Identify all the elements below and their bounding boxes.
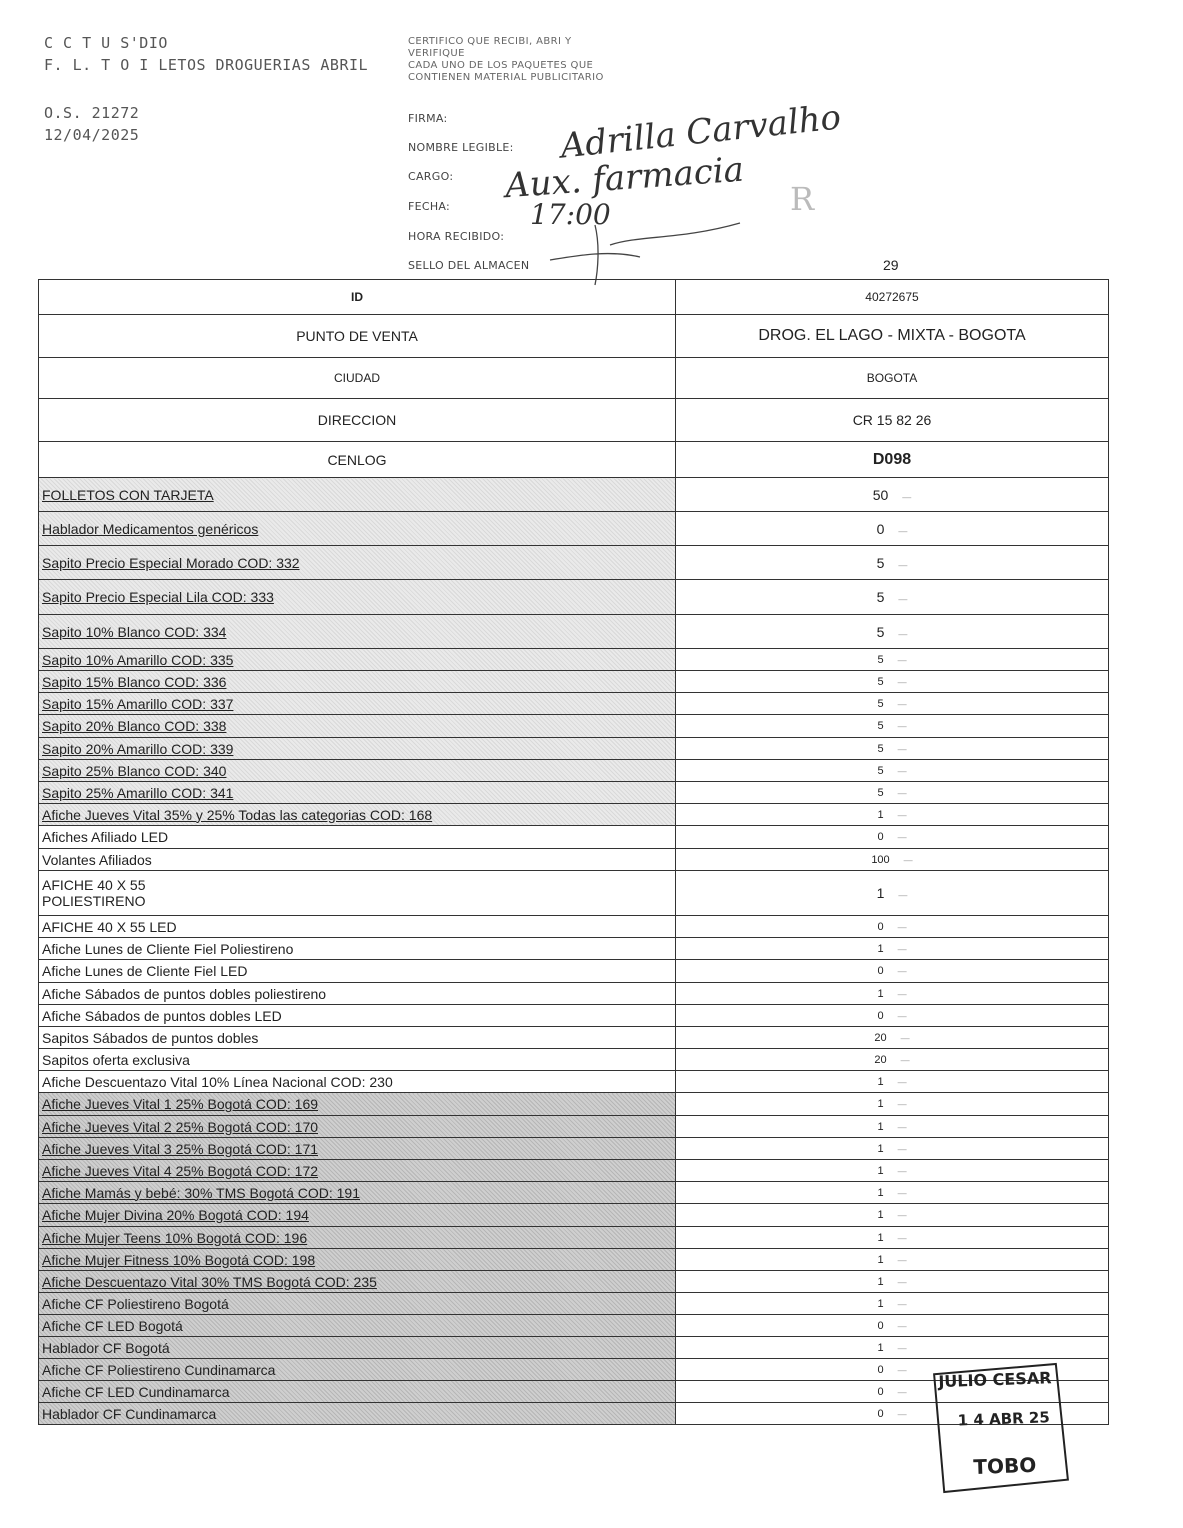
item-label-text: FOLLETOS CON TARJETA (42, 486, 214, 503)
info-value: D098 (676, 442, 1109, 478)
item-row (39, 960, 1109, 983)
item-qty-value: 5 (877, 786, 884, 799)
item-label (39, 671, 676, 693)
item-row (39, 1160, 1109, 1182)
firma-label: FIRMA: (408, 112, 448, 125)
item-qty-value: 0 (876, 520, 885, 537)
item-label (39, 478, 676, 512)
item-row (39, 849, 1109, 871)
item-qty-value: 1 (877, 1341, 884, 1354)
info-label: DIRECCION (39, 399, 676, 442)
page-count: 29 (883, 257, 899, 273)
check-mark-icon: — (897, 1298, 907, 1309)
item-label-text: AFICHE 40 X 55 LED (42, 918, 177, 935)
item-label (39, 1027, 676, 1049)
item-row (39, 1227, 1109, 1249)
item-qty (676, 580, 1109, 615)
item-label (39, 546, 676, 580)
check-mark-icon: — (897, 1210, 907, 1220)
check-mark-icon: — (897, 832, 907, 842)
item-qty-value: 0 (877, 1009, 884, 1022)
check-mark-icon: — (897, 1187, 907, 1198)
item-row (39, 1027, 1109, 1049)
item-label-text: AFICHE 40 X 55 (42, 877, 146, 893)
info-label: CENLOG (39, 442, 676, 478)
check-mark-icon: — (897, 787, 907, 798)
item-row (39, 1005, 1109, 1027)
item-label (39, 983, 676, 1005)
check-mark-icon: — (898, 594, 908, 604)
item-qty-value: 0 (877, 920, 884, 933)
item-qty-value: 0 (877, 1363, 884, 1376)
item-label (39, 1403, 676, 1425)
fecha-label: FECHA: (408, 200, 451, 213)
item-qty (676, 1027, 1109, 1049)
item-label-text: Afiche Lunes de Cliente Fiel Poliestireno (42, 940, 294, 957)
item-label-text: Afiche Mujer Fitness 10% Bogotá COD: 198 (42, 1251, 316, 1268)
item-label (39, 1049, 676, 1071)
item-label (39, 649, 676, 671)
item-label-text: Sapito 15% Blanco COD: 336 (42, 673, 227, 690)
item-qty-value: 100 (871, 853, 890, 866)
stamp-place: TOBO (972, 1452, 1037, 1479)
check-mark-icon: — (897, 1276, 907, 1287)
check-mark-icon: — (897, 1010, 907, 1021)
item-row (39, 826, 1109, 849)
item-label (39, 1293, 676, 1315)
item-label-text: Afiche Jueves Vital 1 25% Bogotá COD: 169 (42, 1096, 319, 1112)
item-qty-value: 5 (876, 623, 885, 640)
item-row (39, 760, 1109, 782)
item-label (39, 916, 676, 938)
item-qty-value: 0 (877, 1385, 884, 1398)
item-qty-value: 1 (877, 808, 884, 821)
item-qty-value: 5 (876, 589, 885, 605)
item-label-text: Afiche Descuentazo Vital 10% Línea Nacional COD: 230 (42, 1073, 393, 1090)
item-qty-value: 5 (877, 675, 884, 688)
item-label (39, 615, 676, 649)
item-row (39, 649, 1109, 671)
item-label-text-2: POLIESTIRENO (42, 893, 146, 909)
check-mark-icon: — (897, 676, 907, 687)
item-label (39, 782, 676, 804)
item-row (39, 478, 1109, 512)
info-label: PUNTO DE VENTA (39, 315, 676, 358)
item-label-text: Hablador CF Cundinamarca (42, 1405, 217, 1422)
document-title: F. L. T O I LETOS DROGUERIAS ABRIL (44, 56, 369, 74)
item-row (39, 1116, 1109, 1138)
check-mark-icon: — (898, 525, 908, 536)
item-label (39, 1138, 676, 1160)
item-label-text: Sapitos Sábados de puntos dobles (42, 1029, 259, 1046)
item-qty (676, 1315, 1109, 1337)
item-label-text: Hablador CF Bogotá (42, 1339, 170, 1356)
item-qty (676, 615, 1109, 649)
item-qty (676, 1049, 1109, 1071)
item-label-text: Hablador Medicamentos genéricos (42, 520, 259, 537)
check-mark-icon: — (897, 1232, 907, 1243)
item-label-text: Sapito 25% Blanco COD: 340 (42, 762, 227, 779)
item-qty-value: 5 (877, 764, 884, 777)
item-qty-value: 1 (877, 1275, 884, 1288)
item-qty-value: 1 (877, 1142, 884, 1155)
item-row (39, 738, 1109, 760)
item-qty-value: 1 (877, 1098, 884, 1110)
item-qty-value: 1 (877, 1075, 884, 1088)
item-label (39, 1160, 676, 1182)
check-mark-icon: — (898, 890, 908, 900)
cert-line-3: CADA UNO DE LOS PAQUETES QUE (408, 60, 594, 71)
item-qty-value: 50 (872, 486, 889, 503)
item-label-text: Afiche CF Poliestireno Bogotá (42, 1295, 229, 1312)
item-row (39, 1093, 1109, 1116)
signature-cargo: Aux. farmacia (503, 149, 746, 207)
item-qty (676, 1293, 1109, 1315)
item-row (39, 782, 1109, 804)
item-label (39, 960, 676, 983)
certification-text (408, 36, 604, 84)
item-qty (676, 1271, 1109, 1293)
check-mark-icon: — (898, 559, 908, 570)
check-mark-icon: — (897, 1099, 907, 1109)
item-row (39, 983, 1109, 1005)
item-label (39, 1271, 676, 1293)
item-row (39, 1293, 1109, 1315)
item-qty (676, 1337, 1109, 1359)
item-qty (676, 782, 1109, 804)
check-mark-icon: — (897, 1408, 907, 1419)
item-row (39, 1049, 1109, 1071)
info-value: BOGOTA (676, 358, 1109, 399)
info-value: 40272675 (676, 280, 1109, 315)
item-qty (676, 826, 1109, 849)
item-qty (676, 512, 1109, 546)
item-label-text: Afiche Jueves Vital 4 25% Bogotá COD: 172 (42, 1162, 319, 1179)
item-row (39, 546, 1109, 580)
info-row-ciudad (39, 358, 1109, 399)
check-mark-icon: — (900, 1054, 910, 1065)
item-qty (676, 916, 1109, 938)
item-qty (676, 938, 1109, 960)
item-qty (676, 478, 1109, 512)
item-qty-value: 1 (877, 1209, 884, 1221)
info-value: CR 15 82 26 (676, 399, 1109, 442)
check-mark-icon: — (897, 721, 907, 731)
item-qty (676, 649, 1109, 671)
item-row (39, 1271, 1109, 1293)
item-qty (676, 760, 1109, 782)
check-mark-icon: — (897, 921, 907, 932)
item-label-text: Sapito Precio Especial Lila COD: 333 (42, 589, 274, 605)
check-mark-icon: — (897, 1076, 907, 1087)
item-label-text: Afiche Jueves Vital 2 25% Bogotá COD: 170 (42, 1118, 319, 1135)
info-row-id (39, 280, 1109, 315)
item-qty-value: 0 (877, 1407, 884, 1420)
item-label (39, 1005, 676, 1027)
item-label (39, 580, 676, 615)
item-qty-value: 1 (877, 1253, 884, 1266)
item-label (39, 1116, 676, 1138)
item-label (39, 1093, 676, 1116)
item-qty-value: 1 (877, 942, 884, 955)
item-row (39, 1337, 1109, 1359)
item-qty-value: 1 (877, 1297, 884, 1310)
item-row (39, 804, 1109, 826)
item-label (39, 826, 676, 849)
item-qty-value: 5 (876, 554, 885, 571)
item-qty-value: 1 (877, 1120, 884, 1133)
check-mark-icon: — (897, 1386, 907, 1397)
check-mark-icon: — (897, 698, 907, 709)
item-label (39, 760, 676, 782)
check-mark-icon: — (897, 743, 907, 754)
item-qty (676, 849, 1109, 871)
item-label-text: Afiche Descuentazo Vital 30% TMS Bogotá COD: 235 (42, 1273, 377, 1290)
check-mark-icon: — (897, 966, 907, 976)
item-label (39, 1182, 676, 1204)
item-label (39, 1315, 676, 1337)
cert-line-2: VERIFIQUE (408, 48, 465, 59)
item-label-text: Afiche Sábados de puntos dobles poliestireno (42, 985, 327, 1002)
check-mark-icon: — (897, 1254, 907, 1265)
item-label (39, 1337, 676, 1359)
check-mark-icon: — (903, 854, 913, 865)
item-label-text: Afiche Mujer Teens 10% Bogotá COD: 196 (42, 1229, 308, 1246)
item-row (39, 671, 1109, 693)
item-label-text: Afiche CF Poliestireno Cundinamarca (42, 1361, 276, 1378)
check-mark-icon: — (897, 1165, 907, 1176)
order-date: 12/04/2025 (44, 126, 140, 144)
hora-label: HORA RECIBIDO: (408, 230, 505, 243)
item-label (39, 849, 676, 871)
item-qty (676, 1160, 1109, 1182)
item-qty-value: 0 (877, 831, 884, 843)
stamp-date: 1 4 ABR 25 (957, 1408, 1051, 1430)
check-mark-icon: — (898, 628, 908, 639)
item-label (39, 1227, 676, 1249)
item-label-text: Afiche Lunes de Cliente Fiel LED (42, 963, 248, 979)
info-label: CIUDAD (39, 358, 676, 399)
items-section (39, 478, 1109, 1425)
item-row (39, 715, 1109, 738)
cert-line-4: CONTIENEN MATERIAL PUBLICITARIO (408, 72, 604, 83)
item-row (39, 693, 1109, 715)
item-row (39, 916, 1109, 938)
faint-mark-icon: R (790, 180, 815, 218)
item-label (39, 1359, 676, 1381)
item-label (39, 1204, 676, 1227)
cargo-label: CARGO: (408, 170, 454, 183)
sello-label: SELLO DEL ALMACEN (408, 259, 530, 272)
item-qty-value: 20 (874, 1053, 887, 1066)
check-mark-icon: — (897, 809, 907, 820)
item-row (39, 1182, 1109, 1204)
item-label-text: Afiche Sábados de puntos dobles LED (42, 1007, 282, 1024)
item-label (39, 871, 676, 916)
item-qty (676, 671, 1109, 693)
info-section (39, 280, 1109, 478)
item-qty (676, 546, 1109, 580)
item-label (39, 1071, 676, 1093)
item-label-text: Sapito 10% Blanco COD: 334 (42, 623, 227, 640)
item-label (39, 715, 676, 738)
check-mark-icon: — (897, 1121, 907, 1132)
item-qty (676, 1249, 1109, 1271)
item-qty (676, 1093, 1109, 1116)
check-mark-icon: — (897, 943, 907, 954)
item-label-text: Sapito 15% Amarillo COD: 337 (42, 695, 234, 712)
item-row (39, 615, 1109, 649)
item-label-text: Afiche Mamás y bebé: 30% TMS Bogotá COD: 191 (42, 1184, 361, 1201)
info-row-punto (39, 315, 1109, 358)
company-line: C C T U S'DIO (44, 34, 168, 52)
item-row (39, 580, 1109, 615)
item-label-text: Afiche Mujer Divina 20% Bogotá COD: 194 (42, 1207, 309, 1223)
item-qty (676, 804, 1109, 826)
item-label-text: Sapito Precio Especial Morado COD: 332 (42, 554, 300, 571)
check-mark-icon: — (897, 1320, 907, 1331)
item-qty (676, 693, 1109, 715)
header-left (44, 32, 368, 146)
item-qty (676, 1227, 1109, 1249)
check-mark-icon: — (897, 1342, 907, 1353)
item-qty-value: 5 (877, 653, 884, 666)
item-qty-value: 5 (877, 720, 884, 732)
item-qty-value: 5 (877, 742, 884, 755)
order-number: O.S. 21272 (44, 104, 140, 122)
check-mark-icon: — (900, 1032, 910, 1043)
signature-hora: 17:00 (530, 198, 611, 231)
item-label (39, 693, 676, 715)
check-mark-icon: — (902, 491, 912, 502)
item-label-text: Afiches Afiliado LED (42, 829, 169, 845)
item-label-text: Sapito 10% Amarillo COD: 335 (42, 651, 234, 668)
item-qty (676, 960, 1109, 983)
item-qty (676, 983, 1109, 1005)
item-qty (676, 1071, 1109, 1093)
item-qty (676, 1204, 1109, 1227)
item-row (39, 1204, 1109, 1227)
item-label-text: Afiche CF LED Bogotá (42, 1317, 183, 1334)
info-row-cenlog (39, 442, 1109, 478)
item-label-text: Sapito 20% Amarillo COD: 339 (42, 740, 234, 757)
item-qty-value: 0 (877, 1319, 884, 1332)
item-qty-value: 1 (877, 1164, 884, 1177)
item-row (39, 512, 1109, 546)
stamp-name: JULIO CESAR (938, 1368, 1052, 1392)
item-qty-value: 1 (876, 885, 885, 901)
item-label (39, 1381, 676, 1403)
item-label-text: Afiche Jueves Vital 3 25% Bogotá COD: 171 (42, 1140, 319, 1157)
check-mark-icon: — (897, 654, 907, 665)
item-row (39, 1315, 1109, 1337)
store-stamp (928, 1360, 1072, 1495)
item-qty-value: 1 (877, 987, 884, 1000)
item-label (39, 738, 676, 760)
info-label: ID (39, 280, 676, 315)
info-row-direccion (39, 399, 1109, 442)
check-mark-icon: — (897, 988, 907, 999)
item-label (39, 804, 676, 826)
check-mark-icon: — (897, 1364, 907, 1375)
item-qty (676, 1005, 1109, 1027)
item-qty (676, 1138, 1109, 1160)
signature-name: Adrilla Carvalho (558, 97, 843, 167)
item-qty (676, 1182, 1109, 1204)
item-label-text: Volantes Afiliados (42, 851, 152, 868)
item-row (39, 1071, 1109, 1093)
item-qty-value: 0 (877, 965, 884, 977)
item-label (39, 938, 676, 960)
item-qty-value: 1 (877, 1231, 884, 1244)
item-label-text: Sapito 25% Amarillo COD: 341 (42, 784, 234, 801)
nombre-label: NOMBRE LEGIBLE: (408, 141, 514, 154)
item-qty (676, 1116, 1109, 1138)
info-value: DROG. EL LAGO - MIXTA - BOGOTA (676, 315, 1109, 358)
item-label-text: Sapito 20% Blanco COD: 338 (42, 718, 227, 734)
item-row (39, 1138, 1109, 1160)
item-row (39, 1249, 1109, 1271)
item-qty-value: 1 (877, 1186, 884, 1199)
check-mark-icon: — (897, 765, 907, 776)
item-qty-value: 20 (874, 1031, 887, 1044)
item-row (39, 938, 1109, 960)
item-row (39, 871, 1109, 916)
item-qty (676, 715, 1109, 738)
item-qty (676, 738, 1109, 760)
check-mark-icon: — (897, 1143, 907, 1154)
item-qty (676, 871, 1109, 916)
item-label (39, 512, 676, 546)
cert-line-1: CERTIFICO QUE RECIBI, ABRI Y (408, 36, 572, 47)
item-label-text: Afiche Jueves Vital 35% y 25% Todas las categorias COD: 168 (42, 806, 433, 823)
item-label-text: Afiche CF LED Cundinamarca (42, 1383, 230, 1400)
delivery-table (38, 279, 1109, 1425)
item-qty-value: 5 (877, 697, 884, 710)
item-label (39, 1249, 676, 1271)
item-label-text: Sapitos oferta exclusiva (42, 1051, 190, 1068)
